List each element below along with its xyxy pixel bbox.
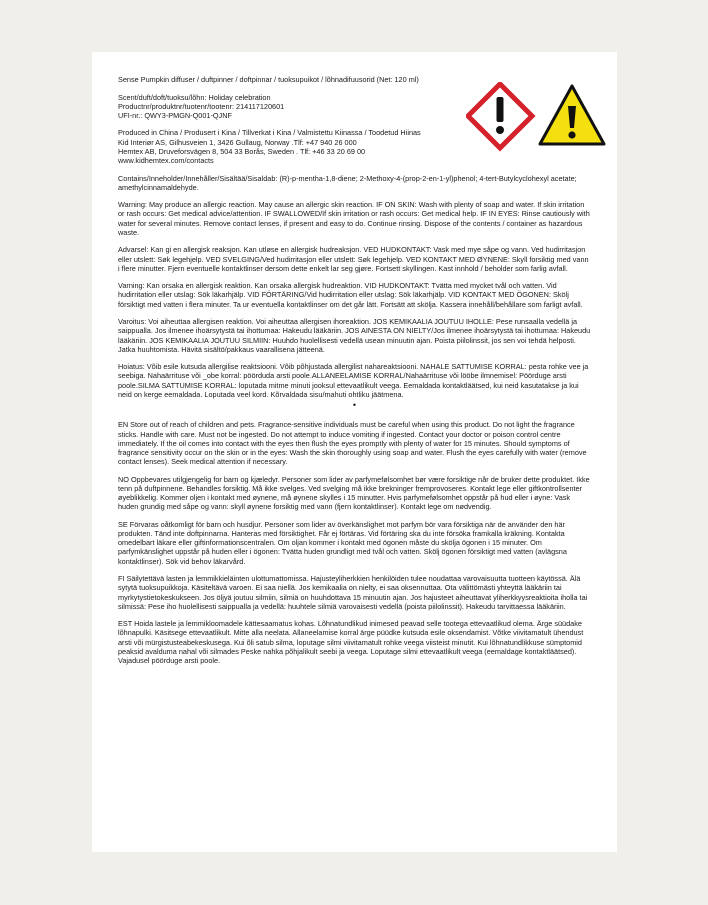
website-link[interactable]: www.kidhemtex.com/contacts — [118, 156, 214, 166]
safety-text-en: EN Store out of reach of children and pets. Fragrance-sensitive individuals must be careful when using this product. Do not light the fragrance sticks. Handle with care. Must not be ingested. Do not attempt to induce vomiting if ingested. Contact your doctor or poison control centre immediately. If the oil comes into contact with the eyes then flush the eyes promptly with plenty of water for 15 minutes. Should symptoms of fragrance sensitivity occur on the skin or in the eyes: Wash the skin thoroughly using soap and water. Flush the eyes carefully with water (remove contact lenses). Seek medical attention if necessary. — [118, 420, 587, 467]
hemtex-address-line: Hemtex AB, Druveforsvägen 8, 504 33 Borås, Sweden . Tlf: +46 33 20 69 00 — [118, 146, 366, 156]
label-document — [92, 52, 617, 852]
ufi-line: UFI-nr.: QWY3-PMGN-Q001-QJNF — [118, 110, 232, 120]
safety-text-se: SE Förvaras oåtkomligt för barn och husdjur. Personer som lider av överkänslighet mot parfym bör vara försiktiga när de använder den här produkten. Tänd inte doftpinnarna. Hanteras med försiktighet. Får ej förtäras. Vid förtäring ska du inte försöka framkalla kräkning. Kontakta omedelbart läkare eller giftinformationscentralen. Om oljan kommer i kontakt med ögonen måste du skölja ögonen i 15 minuter. Om parfymkänslighet uppstår på huden eller i ögonen: Tvätta huden grundligt med tvål och vatten. Skölj ögonen försiktigt med vatten (avlägsna kontaktlinser). Sök vid behov läkarvård. — [118, 519, 567, 566]
hazard-statement-no: Advarsel: Kan gi en allergisk reaksjon. Kan utløse en allergisk hudreaksjon. VED HUDKONTAKT: Vask med mye såpe og vann. Ved hudirritasjon eller utslett: Søk legehjelp. VED SVELGING/Ved hudirritasjon eller utslett: Søk legehjelp. VED KONTAKT MED ØYNENE: Skyll forsiktig med vann i flere minutter. Fjern eventuelle kontaktlinser dersom dette enkelt lar seg gjøre. Fortsett skyllingen. Kast innhold / beholder som farlig avfall. — [118, 245, 589, 273]
hazard-statement-est: Hoiatus: Võib esile kutsuda allergilise reaktsiooni. Võib põhjustada allergilist nahareaktsiooni. NAHALE SATTUMISE KORRAL: pesta rohke vee ja seebiga. Nahaärrituse või _obe korral: pöörduda arsti poole.ALLANEELAMISE KORRAL/Nahaärrituse või lööbe ilmnemisel: Pöörduge arsti poole.SILMA SATTUMISE KORRAL: loputada mitme minuti jooksul ettevaatlikult veega. Eemaldada kontaktläätsed, kui neid kasutatakse ja kui neid on kerge eemaldada. Loputada veel kord. Kõrvaldada sisu/mahuti ohtliku jäätmena. — [118, 362, 589, 399]
scent-line: Scent/duft/doft/tuoksu/lõhn: Holiday celebration — [118, 92, 271, 102]
product-identifiers — [118, 93, 458, 121]
kid-address-line: Kid Interiør AS, Gilhusveien 1, 3426 Gullaug, Norway .Tlf: +47 940 26 000 — [118, 137, 357, 147]
product-number-line: Productnr/produktnr/tuotenr/tootenr: 214117120601 — [118, 101, 285, 111]
ingredients-list: Contains/Inneholder/Innehåller/Sisältää/Sisaldab: (R)-p-mentha-1,8-diene; 2-Methoxy-4-(prop-2-en-1-yl)phenol; 4-tert-Butylcyclohexyl acetate; amethylcinnamaldehyde. — [118, 173, 577, 192]
hazard-statement-se: Varning: Kan orsaka en allergisk reaktion. Kan orsaka allergisk hudreaktion. VID HUDKONTAKT: Tvätta med mycket tvål och vatten. Vid hudirritation eller utslag: Sök läkarhjälp. VID FÖRTÄRING/Vid hudirritation eller utslag: Sök läkarhjälp. VID KONTAKT MED ÖGONEN: Skölj försiktigt med vatten i flera minuter. Ta ur eventuella kontaktlinser om det går lätt. Fortsätt att skölja. Kassera innehåll/behållare som farligt avfall. — [118, 281, 583, 309]
product-title: Sense Pumpkin diffuser / duftpinner / doftpinnar / tuoksupuikot / lõhnadifuusorid (Net: 120 ml) — [118, 75, 419, 84]
hazard-statement-en: Warning: May produce an allergic reaction. May cause an allergic skin reaction. IF ON SKIN: Wash with plenty of soap and water. If skin irritation or rash occurs: Get medical advice/attention. IF SWALLOWED/If skin irritation or rash occurs: Get medical help. IF IN EYES: Rinse cautiously with water for several minutes. Remove contact lenses, if present and easy to do. Continue rinsing. Dispose of the contents / container as hazardous waste. — [118, 200, 590, 237]
safety-text-est: EST Hoida lastele ja lemmikloomadele kättesaamatus kohas. Lõhnatundlikud inimesed peavad selle tootega ettevaatlikud olema. Ärge süüdake lõhnapulki. Käsitsege ettevaatlikult. Mitte alla neelata. Allaneelamise korral ärge püüdke kutsuda esile oksendamist. Võtke viivitamatult ühendust arsti või mürgistusteabekeskusega. Kui õli satub silma, loputage silmi viivitamatult rohke veega viisteist minutit. Kui lõhnatundlikkuse sümptomid peaksid avalduma nahal või silmades Peske nahka põhjalikult seebi ja veega. Loputage silmi ettevaatlikult veega (eemaldage kontaktläätsed). Vajadusel pöörduge arsti poole. — [118, 619, 584, 666]
warning-triangle-icon — [540, 86, 604, 144]
origin-line: Produced in China / Produsert i Kina / Tillverkat i Kina / Valmistettu Kiinassa / Toodetud Hiinas — [118, 128, 421, 138]
safety-text-fi: FI Säilytettävä lasten ja lemmikkieläinten ulottumattomissa. Hajusteyliherkkien henkilöiden tulee noudattaa varovaisuutta tuotteen käytössä. Älä sytytä tuoksupuikkoja. Käsiteltävä varoen. Ei saa niellä. Jos kemikaalia on nielty, ei saa oksennuttaa. Ota välittömästi yhteyttä lääkäriin tai myrkytystietokeskukseen. Jos öljyä joutuu silmiin, silmiä on huuhdottava 15 minuutin ajan. Jos hajusteet aiheuttavat yliherkkyysreaktioita iholla tai silmissä: Pese iho huolellisesti saippualla ja vedellä: huuhtele silmiä varovaisesti vedellä (poista piilolinssit). Hakeudu tarvittaessa lääkäriin. — [118, 574, 588, 611]
producer-block — [118, 128, 458, 165]
product-header — [118, 75, 458, 165]
ghs-exclamation-diamond-icon — [468, 84, 532, 148]
safety-text-no: NO Oppbevares utilgjengelig for barn og kjæledyr. Personer som lider av parfymefølsomhet bør være forsiktige når de bruker dette produktet. Ikke tenn på duftpinnene. Behandles forsiktig. Må ikke svelges. Ved svelging må ikke brekninger fremprovoseres. Kontakt lege eller giftkontrollsenter øyeblikkelig. Kommer oljen i kontakt med øynene, må øynene skylles i 15 minutter. Hvis parfymefølsomhet oppstår på hud eller i øyne: Vask huden grundig med såpe og vann: skyll øynene forsiktig med vann (fjern kontaktlinser). Kontakt lege om nødvendig. — [118, 474, 590, 512]
section-separator: • — [352, 400, 357, 411]
hazard-pictograms — [466, 82, 606, 152]
hazard-statement-fi: Varoitus: Voi aiheuttaa allergisen reaktion. Voi aiheuttaa allergisen ihoreaktion. JOS KEMIKAALIA JOUTUU IHOLLE: Pese runsaalla vedellä ja saippualla. Jos ilmenee ihoärsytystä tai ihottumaa: Hakeudu lääkäriin. JOS AINESTA ON NIELTY/Jos ilmenee ihoärsytystä tai ihottumaa: Hakeudu lääkäriin. JOS KEMIKAALIA JOUTUU SILMIIN: Huuhdo huolellisesti vedellä usean minuutin ajan. Poista piilolinssit, jos sen voi tehdä helposti. Jatka huuhtomista. Hävitä sisältö/pakkaus vaarallisena jätteenä. — [118, 317, 591, 354]
